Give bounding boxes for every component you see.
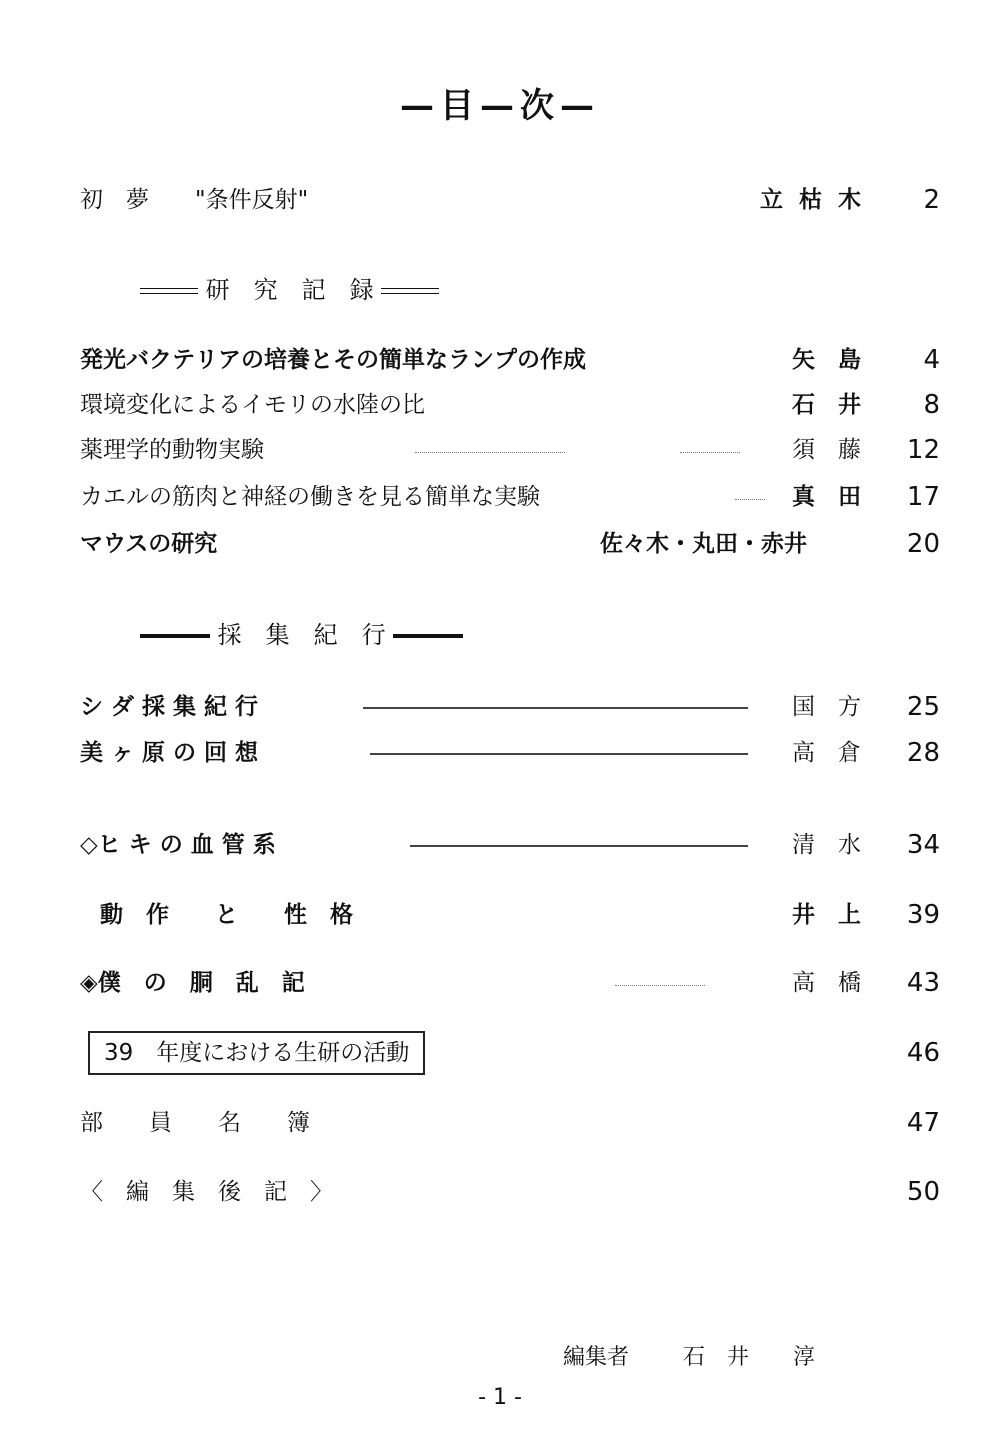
editor-label: 編集者 [563, 1345, 630, 1370]
entry-title: カエルの筋肉と神経の働きを見る簡単な実験 [80, 484, 540, 510]
entry-page: 50 [906, 1177, 940, 1207]
leader-dots [735, 499, 765, 500]
entry-page: 46 [906, 1038, 940, 1068]
entry-author: 立 枯 木 [760, 187, 866, 213]
toc-entry-5 [80, 477, 940, 517]
toc-entry-7 [80, 687, 940, 727]
toc-entry-3 [80, 385, 940, 425]
entry-title: 薬理学的動物実験 [80, 437, 264, 463]
entry-page: 20 [906, 529, 940, 559]
entry-page: 12 [906, 435, 940, 465]
heading-rule [381, 288, 439, 294]
toc-entry-1 [80, 180, 940, 220]
heading-rule [140, 288, 198, 294]
entry-page: 47 [906, 1108, 940, 1138]
entry-page: 43 [906, 968, 940, 998]
entry-page: 17 [906, 482, 940, 512]
leader-dots [680, 452, 740, 453]
entry-page: 39 [906, 900, 940, 930]
entry-title: 部 員 名 簿 [80, 1110, 310, 1136]
page-number: - 1 - [478, 1385, 522, 1410]
entry-author: 石 井 [792, 392, 861, 418]
editor-credit [563, 1338, 815, 1378]
section-heading-label: 研 究 記 録 [205, 276, 374, 304]
entry-page: 4 [923, 345, 940, 375]
entry-author: 真 田 [792, 484, 861, 510]
entry-title: 発光バクテリアの培養とその簡単なランプの作成 [80, 347, 586, 373]
toc-entry-2 [80, 340, 940, 380]
entry-title: マウスの研究 [80, 531, 218, 557]
toc-entry-10 [80, 895, 940, 935]
entry-title: 動 作 と 性 格 [100, 902, 353, 928]
page-title: —目—次— [400, 86, 600, 126]
toc-entry-14 [80, 1172, 940, 1212]
entry-page: 8 [923, 390, 940, 420]
entry-title: 初 夢 "条件反射" [80, 187, 309, 213]
entry-title: 〈 編 集 後 記 〉 [80, 1179, 333, 1205]
entry-page: 2 [923, 185, 940, 215]
entry-title: 環境変化によるイモリの水陸の比 [80, 392, 425, 418]
leader-line [410, 845, 748, 847]
entry-author: 清 水 [792, 832, 861, 858]
toc-entry-12 [80, 1033, 940, 1073]
toc-entry-8 [80, 733, 940, 773]
toc-entry-11 [80, 963, 940, 1003]
entry-author: 高 橋 [792, 970, 861, 996]
leader-line [370, 753, 748, 755]
entry-page: 34 [906, 830, 940, 860]
editor-name: 石 井 淳 [683, 1345, 816, 1370]
entry-author: 佐々木・丸田・赤井 [600, 531, 807, 557]
toc-entry-6 [80, 524, 940, 564]
entry-author: 須 藤 [792, 437, 861, 463]
toc-entry-13 [80, 1103, 940, 1143]
leader-line [363, 707, 748, 709]
entry-title: ◇ヒ キ の 血 管 系 [80, 832, 276, 858]
entry-page: 28 [906, 738, 940, 768]
entry-author: 井 上 [792, 902, 861, 928]
entry-author: 高 倉 [792, 740, 861, 766]
entry-title: ◈僕 の 胴 乱 記 [80, 970, 305, 996]
leader-dots [615, 985, 705, 986]
entry-author: 国 方 [792, 694, 861, 720]
entry-author: 矢 島 [792, 347, 861, 373]
entry-title: シ ダ 採 集 紀 行 [80, 694, 259, 720]
entry-page: 25 [906, 692, 940, 722]
entry-title: 美 ヶ 原 の 回 想 [80, 740, 259, 766]
heading-rule [140, 634, 210, 638]
toc-entry-9 [80, 825, 940, 865]
toc-entry-4 [80, 430, 940, 470]
boxed-entry-title: 39 年度における生研の活動 [88, 1031, 425, 1075]
section-heading-collecting [140, 615, 463, 655]
heading-rule [393, 634, 463, 638]
section-heading-label: 採 集 紀 行 [217, 621, 386, 649]
section-heading-research [140, 270, 439, 310]
leader-dots [415, 452, 565, 453]
